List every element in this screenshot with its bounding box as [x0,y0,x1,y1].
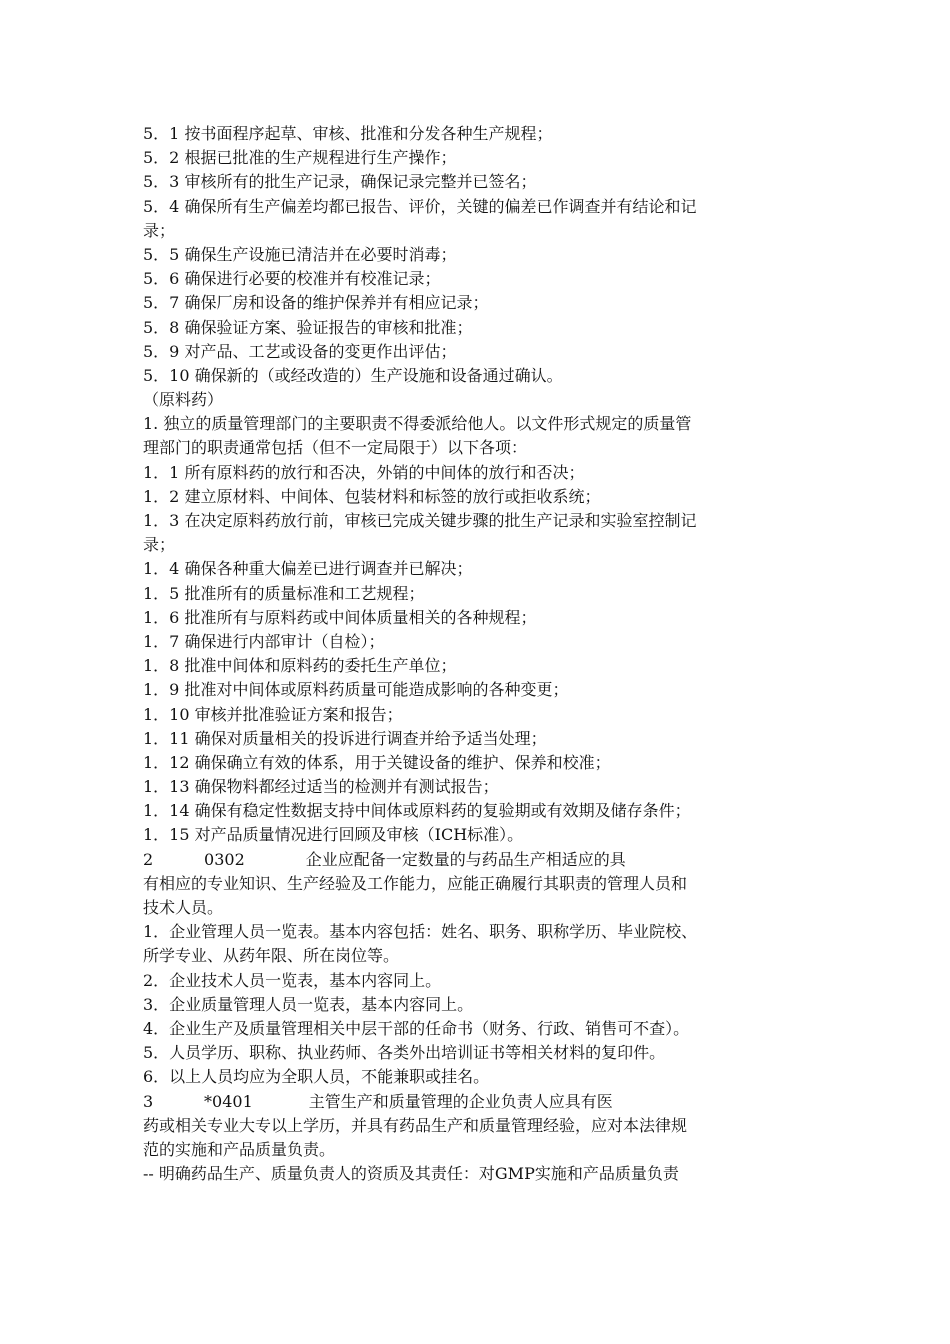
text-line: 5．9 对产品、工艺或设备的变更作出评估； [143,341,457,361]
text-line: 技术人员。 [143,898,224,917]
text-line: 1．13 确保物料都经过适当的检测并有测试报告； [143,777,499,797]
text-line: 1．企业管理人员一览表。基本内容包括：姓名、职务、职称学历、毕业院校、 [143,922,698,942]
text-line: 1．6 批准所有与原料药或中间体质量相关的各种规程； [143,607,537,627]
text-line: 5．6 确保进行必要的校准并有校准记录； [143,269,441,289]
text-line: 1．12 确保确立有效的体系，用于关键设备的维护、保养和校准； [143,752,611,772]
text-line: 1．9 批准对中间体或原料药质量可能造成影响的各种变更； [143,680,569,700]
text-line: 5．8 确保验证方案、验证报告的审核和批准； [143,317,473,337]
text-line: 1．14 确保有稳定性数据支持中间体或原料药的复验期或有效期及储存条件； [143,801,691,821]
text-line: 1．2 建立原材料、中间体、包装材料和标签的放行或拒收系统； [143,486,601,506]
text-line: 2 0302 企业应配备一定数量的与药品生产相适应的具 [143,849,626,869]
text-line: 1．1 所有原料药的放行和否决，外销的中间体的放行和否决； [143,462,585,482]
text-line: 3．企业质量管理人员一览表，基本内容同上。 [143,994,474,1014]
text-line: 范的实施和产品质量负责。 [143,1139,336,1159]
text-line: -- 明确药品生产、质量负责人的资质及其责任：对GMP实施和产品质量负责 [143,1164,679,1184]
document-body [143,122,815,1186]
text-line: （原料药） [143,390,224,410]
text-line: 5．4 确保所有生产偏差均都已报告、评价，关键的偏差已作调查并有结论和记 [143,196,697,216]
text-line: 药或相关专业大专以上学历，并具有药品生产和质量管理经验，应对本法律规 [143,1115,688,1135]
text-line: 5．2 根据已批准的生产规程进行生产操作； [143,148,457,168]
text-line: 6．以上人员均应为全职人员，不能兼职或挂名。 [143,1067,490,1087]
text-line: 有相应的专业知识、生产经验及工作能力，应能正确履行其职责的管理人员和 [143,873,688,893]
text-line: 5．5 确保生产设施已清洁并在必要时消毒； [143,244,457,264]
text-line: 2．企业技术人员一览表，基本内容同上。 [143,970,442,990]
text-line: 录； [143,535,176,555]
text-line: 1．10 审核并批准验证方案和报告； [143,704,403,724]
text-line: 1. 独立的质量管理部门的主要职责不得委派给他人。以文件形式规定的质量管 [143,414,692,434]
text-line: 5．1 按书面程序起草、审核、批准和分发各种生产规程； [143,124,553,143]
text-line: 所学专业、从药年限、所在岗位等。 [143,946,400,966]
text-line: 3 *0401 主管生产和质量管理的企业负责人应具有医 [143,1091,613,1111]
text-line: 1．4 确保各种重大偏差已进行调查并已解决； [143,559,473,579]
text-line: 录； [143,220,176,240]
text-line: 5．3 审核所有的批生产记录，确保记录完整并已签名； [143,172,537,192]
text-line: 1．5 批准所有的质量标准和工艺规程； [143,583,425,603]
text-line: 1．8 批准中间体和原料药的委托生产单位； [143,656,457,676]
text-line: 1．3 在决定原料药放行前，审核已完成关键步骤的批生产记录和实验室控制记 [143,511,697,530]
text-line: 1．15 对产品质量情况进行回顾及审核（ICH标准）。 [143,825,524,845]
text-line: 1．11 确保对质量相关的投诉进行调查并给予适当处理； [143,728,547,748]
text-line: 5．人员学历、职称、执业药师、各类外出培训证书等相关材料的复印件。 [143,1043,666,1063]
text-line: 理部门的职责通常包括（但不一定局限于）以下各项： [143,438,528,458]
text-line: 1．7 确保进行内部审计（自检）； [143,631,385,651]
text-line: 5．7 确保厂房和设备的维护保养并有相应记录； [143,293,489,313]
text-line: 5．10 确保新的（或经改造的）生产设施和设备通过确认。 [143,365,563,385]
text-line: 4．企业生产及质量管理相关中层干部的任命书（财务、行政、销售可不查）。 [143,1018,690,1038]
